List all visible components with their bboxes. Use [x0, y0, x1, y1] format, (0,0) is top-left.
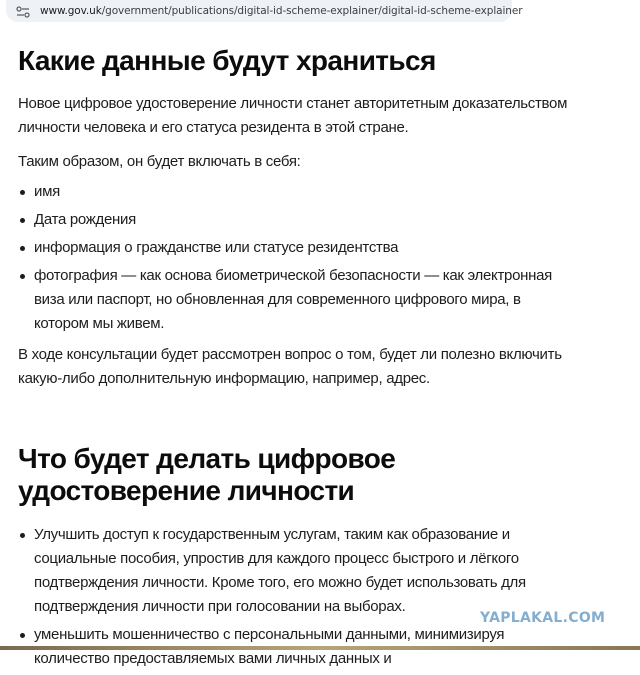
benefits-list [18, 523, 618, 675]
list-item: имя [18, 180, 618, 204]
list-item: Улучшить доступ к государственным услугам, таким как образование и социальные пособия, упростив для каждого процесс быстрого и лёгкого подтверждения личности. Кроме того, его можно будет использовать для подтверждения личности при голосовании на выборах. [18, 523, 618, 619]
url-domain: www.gov.uk [40, 5, 102, 17]
consultation-note: В ходе консультации будет рассмотрен вопрос о том, будет ли полезно включить какую-либо дополнительную информацию, например, адрес. [18, 346, 562, 387]
list-item: информация о гражданстве или статусе резидентства [18, 236, 618, 260]
list-item: Дата рождения [18, 208, 618, 232]
list-lead-paragraph: Таким образом, он будет включать в себя: [18, 153, 301, 170]
bullet-icon [20, 533, 25, 538]
bullet-icon [20, 633, 25, 638]
url-path: /government/publications/digital-id-scheme-explainer/digital-id-scheme-explainer [101, 5, 523, 17]
section-heading-what-it-does: Что будет делать цифровое удостоверение личности [18, 443, 396, 506]
watermark: YAPLAKAL.COM [480, 610, 606, 626]
address-bar[interactable] [6, 0, 523, 22]
site-settings-icon[interactable] [16, 5, 30, 17]
bullet-icon [20, 218, 25, 223]
bullet-icon [20, 274, 25, 279]
url-text[interactable] [40, 5, 522, 17]
section-heading-stored-data: Какие данные будут храниться [18, 45, 436, 76]
bullet-icon [20, 190, 25, 195]
intro-paragraph: Новое цифровое удостоверение личности станет авторитетным доказательством личности человека и его статуса резидента в этой стране. [18, 95, 568, 136]
bullet-icon [20, 246, 25, 251]
bottom-border [0, 646, 640, 650]
list-item: фотография — как основа биометрической безопасности — как электронная виза или паспорт, но обновленная для современного цифрового мира, в котором мы живем. [18, 264, 618, 336]
list-item: уменьшить мошенничество с персональными данными, минимизируя количество предоставляемых вами личных данных и [18, 623, 618, 671]
stored-data-list [18, 180, 618, 340]
